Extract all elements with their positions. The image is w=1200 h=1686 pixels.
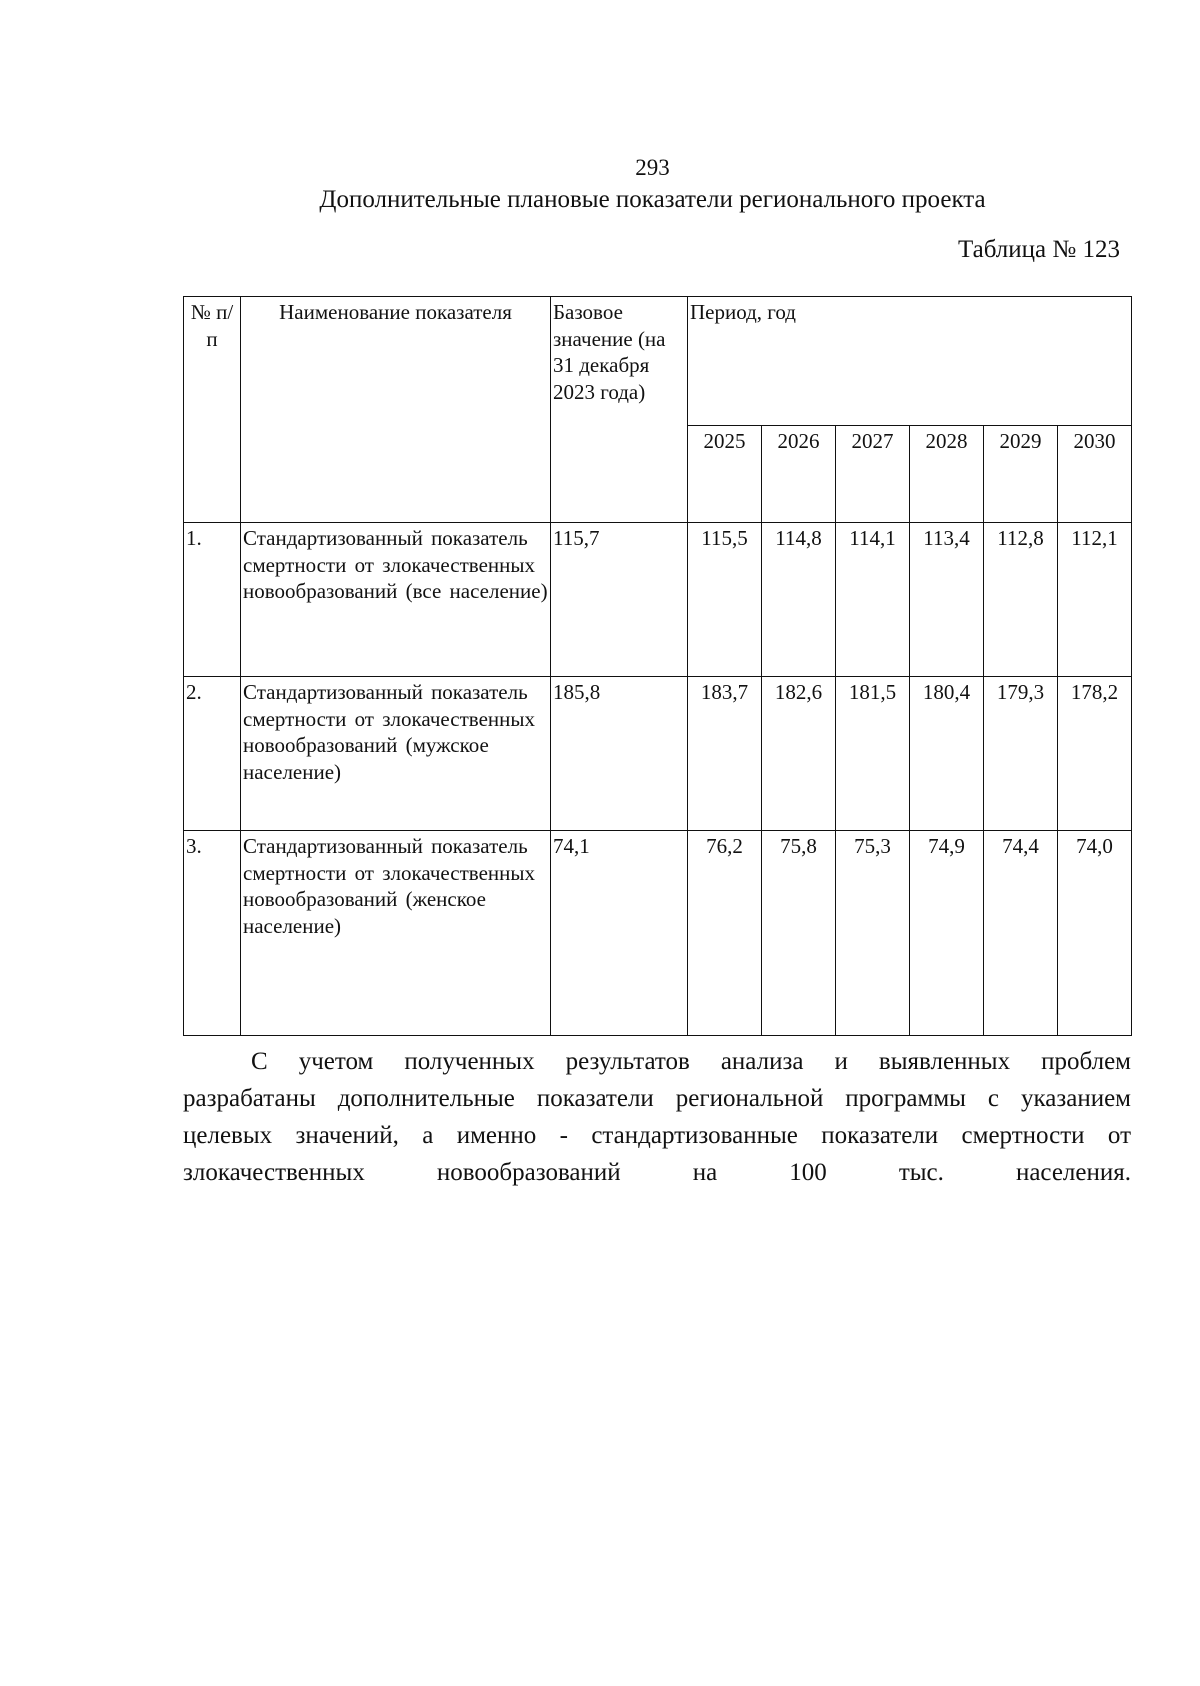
header-number: № п/п	[184, 297, 241, 523]
indicator-name: Стандартизованный показатель смертности от злокачественных новообразований (женское население)	[241, 831, 551, 1036]
page-number: 293	[635, 155, 670, 180]
paragraph-line: целевых значений, а именно - стандартизованные показатели смертности от	[183, 1122, 1131, 1149]
header-base-value: Базовое значение (на 31 декабря 2023 года)	[551, 297, 688, 523]
header-year: 2026	[762, 426, 836, 523]
header-period: Период, год	[688, 297, 1132, 426]
year-value: 75,8	[762, 831, 836, 1036]
year-value: 112,8	[984, 523, 1058, 677]
year-value: 181,5	[836, 677, 910, 831]
row-number: 3.	[184, 831, 241, 1036]
header-indicator-name: Наименование показателя	[241, 297, 551, 523]
row-number: 1.	[184, 523, 241, 677]
document-title: Дополнительные плановые показатели регионального проекта	[319, 186, 986, 213]
year-value: 115,5	[688, 523, 762, 677]
indicator-name: Стандартизованный показатель смертности от злокачественных новообразований (все население)	[241, 523, 551, 677]
year-value: 74,9	[910, 831, 984, 1036]
header-year: 2030	[1058, 426, 1132, 523]
year-value: 112,1	[1058, 523, 1132, 677]
paragraph-line: злокачественных новообразований на 100 тыс. населения.	[183, 1159, 1131, 1186]
indicator-name: Стандартизованный показатель смертности от злокачественных новообразований (мужское население)	[241, 677, 551, 831]
header-year: 2027	[836, 426, 910, 523]
year-value: 180,4	[910, 677, 984, 831]
table-caption: Таблица № 123	[957, 236, 1120, 263]
base-value: 185,8	[551, 677, 688, 831]
year-value: 178,2	[1058, 677, 1132, 831]
header-year: 2025	[688, 426, 762, 523]
row-number: 2.	[184, 677, 241, 831]
year-value: 114,8	[762, 523, 836, 677]
year-value: 179,3	[984, 677, 1058, 831]
year-value: 74,0	[1058, 831, 1132, 1036]
year-value: 183,7	[688, 677, 762, 831]
table-row	[184, 677, 1132, 831]
year-value: 76,2	[688, 831, 762, 1036]
table-row	[184, 523, 1132, 677]
header-year: 2029	[984, 426, 1058, 523]
table-header-row	[184, 297, 1132, 426]
indicators-table	[183, 296, 1132, 1036]
paragraph-line: разрабатаны дополнительные показатели региональной программы с указанием	[183, 1085, 1131, 1112]
year-value: 114,1	[836, 523, 910, 677]
year-value: 182,6	[762, 677, 836, 831]
table-row	[184, 831, 1132, 1036]
year-value: 75,3	[836, 831, 910, 1036]
base-value: 74,1	[551, 831, 688, 1036]
year-value: 74,4	[984, 831, 1058, 1036]
paragraph-line: С учетом полученных результатов анализа и выявленных проблем	[251, 1048, 1131, 1075]
body-paragraph	[183, 1043, 1131, 1191]
year-value: 113,4	[910, 523, 984, 677]
header-year: 2028	[910, 426, 984, 523]
base-value: 115,7	[551, 523, 688, 677]
